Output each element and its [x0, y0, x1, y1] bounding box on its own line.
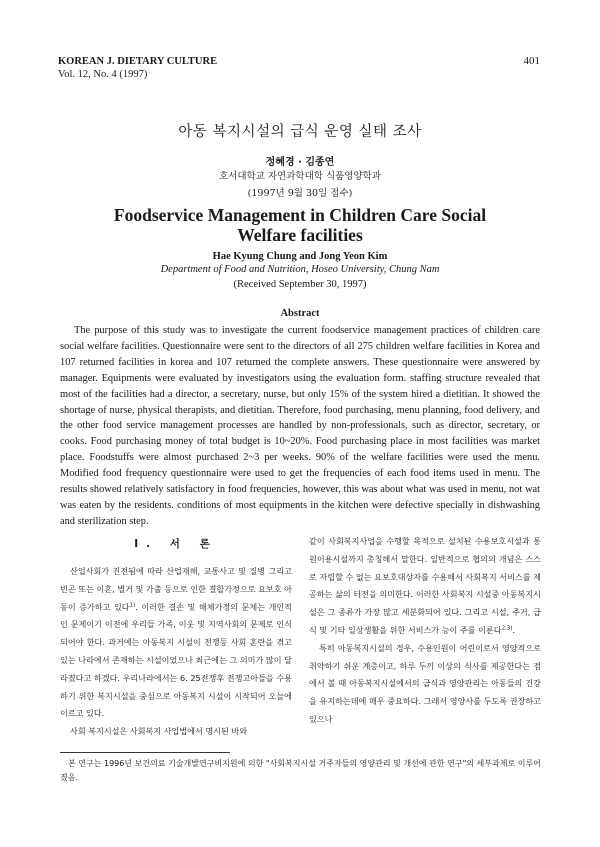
- reference-marker: 1): [129, 601, 136, 608]
- english-title-line2: Welfare facilities: [237, 225, 363, 245]
- page-number: 401: [523, 55, 540, 67]
- english-authors: Hae Kyung Chung and Jong Yeon Kim: [212, 251, 388, 262]
- footnote: 본 연구는 1996년 보건의료 기술개발연구비지원에 의한 "사회복지시설 거주자들의 영양관리 및 개선에 관한 연구"의 세부과제로 이루어졌음.: [60, 759, 541, 782]
- abstract-heading: Abstract: [280, 308, 320, 319]
- section-heading-introduction: I. 서 론: [134, 538, 218, 550]
- paragraph: [60, 563, 292, 723]
- abstract-text: The purpose of this study was to investigate the current foodservice management practices of children care social welfare facilities. Questionnaire were sent to the directors of all 275 children welfare facilities in Korea and 107 returned facilities in korea and 107 returned the complete answers. These questionnaire were answered by manager. Equipments were evaluated by investigators using the evaluation form. staffing structure revealed that most of the facilities had a director, a secretary, nurse, but only 15% of the system hired a dietitian. It showed the shortage of nurse, physical therapists, and dietitian. Therefore, food purchasing, menu planning, food delivery, and the other food service management processes are handled by non-professionals, such as director, secretary, or cooks. Food purchasing money of total budget is 10~20%. Food purchasing place in most facilities was market place. Foodstuffs were almost purchased 2~3 per weeks. 90% of the welfare facilities were used the menu. Modified food frequency questionnaire were used to get the frequencies of each food items used in menu. The results showed relatively satisfactory in food frequencies, however, this was about what was used in menu, not wat was eaten by the residents. conditions of most equipments in the kitchen were defective specially in dishwashing and sterilization step.: [60, 325, 540, 527]
- korean-received-date: (1997년 9월 30일 접수): [247, 188, 353, 199]
- journal-name: KOREAN J. DIETARY CULTURE: [58, 56, 218, 67]
- korean-authors: 정혜경 · 김종연: [265, 157, 335, 168]
- footnote-divider: [60, 752, 230, 753]
- korean-affiliation: 호서대학교 자연과학대학 식품영양학과: [218, 171, 382, 182]
- korean-title: 아동 복지시설의 급식 운영 실태 조사: [178, 124, 422, 140]
- english-affiliation: Department of Food and Nutrition, Hoseo University, Chung Nam: [160, 264, 440, 275]
- paragraph: 특히 아동복지시설의 경우, 수용인원이 어린이로서 영양적으로 취약하기 쉬운 계층이고, 하루 두끼 이상의 식사를 제공한다는 점에서 볼 때 아동복지시설에서의 급식과 영양관리는 아동들의 건강을 유지하는데에 매우 중요하다. 그래서 영양사를 두도록 권장하고 있으나: [309, 642, 541, 724]
- paragraph-text: 같이 사회복지사업을 수행할 목적으로 설치된 수용보호시설과 통원이용시설까지 총칭해서 말한다. 일반적으로 협의의 개념은 스스로 자립할 수 없는 요보호대상자를 수용해서 사회복지 서비스를 제공하는 삶의 터전을 의미한다. 이러한 사회복지 시설중 아동복지시설은 그 종류가 가장 많고 세분화되어 있다. 그리고 시설, 주거, 급식 및 기타 일상생활을 위한 서비스가 능이 주를 이룬다: [309, 536, 541, 635]
- body-column-left: [60, 537, 292, 741]
- english-title: [0, 205, 600, 245]
- paragraph-text: .: [512, 624, 516, 635]
- paragraph: [309, 533, 541, 640]
- paragraph-text: 산업사회가 진전됨에 따라 산업재해, 교통사고 및 질병 그리고 빈곤 또는 이혼, 별거 및 가출 등으로 인한 결합가정으로 요보호 아동이 증가하고 있다: [60, 566, 292, 612]
- paragraph: 사회 복지시설은 사회복지 사업법에서 명시된 바와: [70, 726, 248, 737]
- paragraph-text: . 이러한 결손 및 해체가정의 문제는 개인적인 문제이기 이전에 우리들 가족, 이웃 및 지역사회의 문제로 인식되어야 한다. 과거에는 아동복지 시설이 전쟁등 사회 혼란을 겪고 있는 나라에서 존재하는 시설이었으나 최근에는 그 의미가 많이 달라졌다고 하겠다. 우리나라에서는 6. 25전쟁후 전쟁고아들을 수용하기 위한 복지시설을 중심으로 아동복지 시설이 시작되어 오늘에 이르고 있다.: [60, 601, 292, 719]
- journal-volume: Vol. 12, No. 4 (1997): [58, 69, 148, 80]
- journal-header: [58, 55, 217, 81]
- english-received-date: (Received September 30, 1997): [233, 279, 367, 290]
- body-column-right: [309, 533, 541, 729]
- reference-marker: 2,3): [501, 625, 513, 632]
- english-title-line1: Foodservice Management in Children Care Social: [113, 205, 487, 225]
